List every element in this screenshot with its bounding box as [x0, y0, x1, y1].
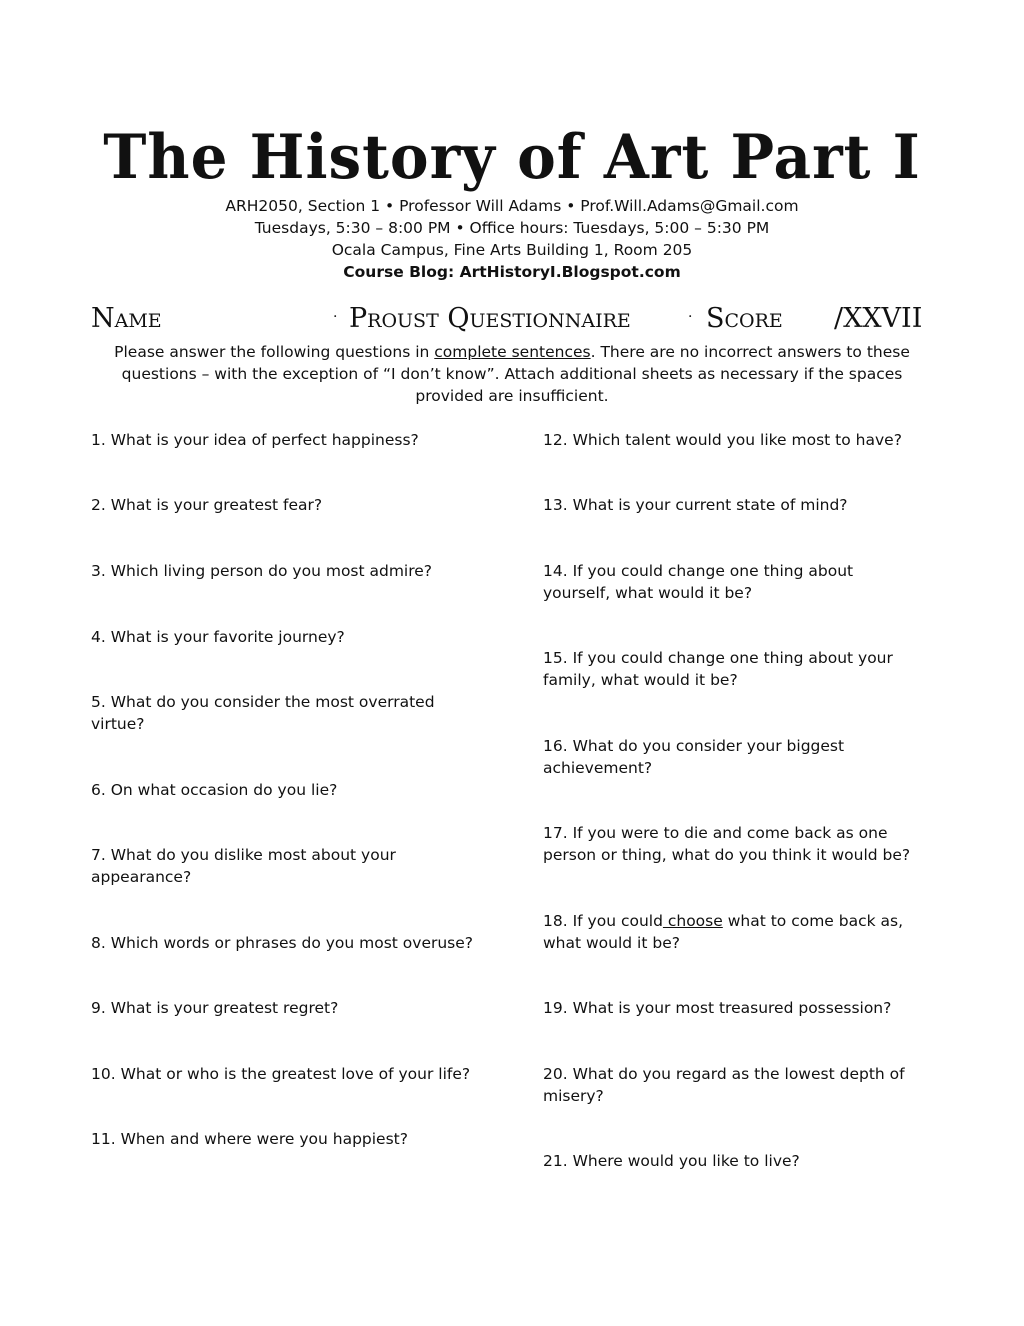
question-12: 12. Which talent would you like most to have? — [543, 431, 902, 449]
score-total: /XXVII — [834, 303, 923, 334]
course-info-line-3: Ocala Campus, Fine Arts Building 1, Room 205 — [331, 241, 693, 259]
separator-dot: · — [688, 309, 693, 325]
questionnaire-title: Proust Questionnaire — [349, 303, 631, 334]
question-20: 20. What do you regard as the lowest depth of misery? — [543, 1065, 905, 1105]
score-label: Score — [706, 303, 783, 334]
question-3: 3. Which living person do you most admire? — [91, 562, 433, 580]
question-18-emphasis: choose — [662, 912, 723, 930]
questionnaire-header — [91, 303, 936, 343]
question-6: 6. On what occasion do you lie? — [91, 781, 338, 799]
question-13: 13. What is your current state of mind? — [543, 496, 848, 514]
question-15: 15. If you could change one thing about your family, what would it be? — [543, 649, 893, 689]
question-1: 1. What is your idea of perfect happiness? — [91, 431, 419, 449]
course-blog-line: Course Blog: ArtHistoryI.Blogspot.com — [343, 263, 681, 281]
separator-dot: · — [333, 309, 338, 325]
question-7: 7. What do you dislike most about your appearance? — [91, 846, 396, 886]
question-18-text: 18. If you could — [543, 912, 663, 930]
question-4: 4. What is your favorite journey? — [91, 628, 345, 646]
question-11: 11. When and where were you happiest? — [91, 1130, 408, 1148]
course-info-line-2: Tuesdays, 5:30 – 8:00 PM • Office hours: Tuesdays, 5:00 – 5:30 PM — [254, 219, 770, 237]
question-17: 17. If you were to die and come back as one person or thing, what do you think it would be? — [543, 824, 911, 864]
question-21: 21. Where would you like to live? — [543, 1152, 800, 1170]
question-18 — [543, 910, 938, 954]
question-8: 8. Which words or phrases do you most overuse? — [91, 934, 474, 952]
question-14: 14. If you could change one thing about yourself, what would it be? — [543, 562, 854, 602]
question-19: 19. What is your most treasured possession? — [543, 999, 892, 1017]
name-label: Name — [91, 303, 162, 334]
question-9: 9. What is your greatest regret? — [91, 999, 339, 1017]
question-10: 10. What or who is the greatest love of your life? — [91, 1065, 471, 1083]
document-title: The History of Art Part I — [103, 121, 921, 193]
instructions-text: Please answer the following questions in — [114, 343, 435, 361]
question-5: 5. What do you consider the most overrated virtue? — [91, 693, 435, 733]
instructions-emphasis: complete sentences — [434, 343, 591, 361]
instructions — [100, 341, 924, 407]
question-2: 2. What is your greatest fear? — [91, 496, 323, 514]
question-18-text: what to come back as, what would it be? — [543, 912, 904, 952]
instructions-text: . There are no incorrect answers to these questions – with the exception of “I don’t know”. Attach additional sheets as necessary if the spaces provided are insufficient. — [121, 343, 910, 405]
question-16: 16. What do you consider your biggest achievement? — [543, 737, 845, 777]
course-info-line-1: ARH2050, Section 1 • Professor Will Adams • Prof.Will.Adams@Gmail.com — [225, 197, 799, 215]
